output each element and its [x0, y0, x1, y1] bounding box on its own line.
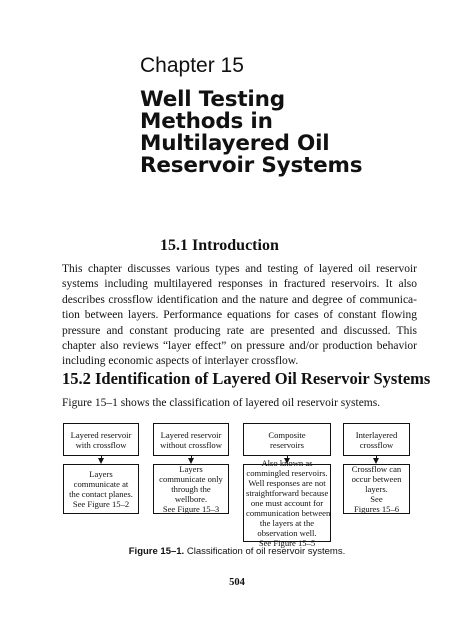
section-heading-introduction: 15.1 Introduction — [160, 237, 279, 254]
box-layered-with-crossflow — [63, 423, 139, 456]
box-text: observation well. — [257, 528, 317, 538]
chapter-label: Chapter 15 — [140, 54, 244, 77]
paragraph-line: systems including multilayered responses in fractured reservoirs. It also — [62, 278, 417, 291]
paragraph-line: This chapter discusses various types and testing of layered oil reservoir — [62, 263, 417, 275]
section-heading-identification: 15.2 Identification of Layered Oil Reservoir Systems — [62, 369, 431, 388]
box-text: one must account for — [250, 498, 324, 508]
box-text: the layers at the — [259, 518, 315, 528]
box-commingled-reservoirs — [243, 458, 331, 548]
box-text: See Figure 15–2 — [72, 499, 130, 509]
box-text: without crossflow — [160, 439, 222, 450]
box-layered-without-crossflow — [153, 423, 229, 456]
paragraph-line: including economic aspects of interlayer crossflow. — [62, 355, 299, 368]
chapter-title-line: Reservoir Systems — [140, 153, 363, 178]
figure-caption — [0, 546, 474, 558]
box-crossflow-between-layers — [343, 464, 410, 514]
box-text: Interlayered — [355, 429, 398, 440]
box-text: Layers — [179, 464, 203, 474]
figure-caption-text: Classification of oil reservoir systems. — [184, 546, 346, 557]
chapter-title-line: Well Testing — [140, 87, 285, 112]
introduction-paragraph — [62, 262, 417, 370]
box-text: Layered reservoir — [160, 429, 222, 440]
box-text: crossflow — [359, 439, 394, 450]
box-text: Also known as — [261, 458, 313, 468]
box-interlayered-crossflow — [343, 423, 410, 456]
paragraph-line: describes crossflow identification and the nature and degree of communica- — [62, 293, 417, 306]
box-text: Well responses are not — [248, 478, 326, 488]
box-text: layers. — [365, 484, 388, 494]
box-text: Layers — [89, 469, 113, 479]
box-text: reservoirs — [270, 439, 304, 450]
box-text: communicate only — [159, 474, 223, 484]
box-text: wellbore. — [174, 494, 208, 504]
box-text: occur between — [351, 474, 402, 484]
box-text: Crossflow can — [351, 464, 402, 474]
box-text: See Figure 15–5 — [258, 538, 316, 548]
chapter-title — [140, 89, 440, 177]
box-text: See — [370, 494, 383, 504]
box-text: with crossflow — [75, 439, 127, 450]
box-layers-communicate-wellbore — [153, 464, 229, 514]
page-number: 504 — [229, 577, 245, 588]
box-text: the contact planes. — [69, 489, 133, 499]
box-text: commingled reservoirs. — [246, 468, 328, 478]
paragraph-line: pressure and constant producing rate are presented and discussed. This — [62, 324, 417, 337]
box-text: communicate at — [73, 479, 129, 489]
box-text: Figures 15–6 — [353, 504, 400, 514]
box-text: through the — [171, 484, 211, 494]
paragraph-line: chapter also reviews “layer effect” on pressure and/or production behavior — [62, 340, 417, 353]
figure-intro-sentence: Figure 15–1 shows the classification of layered oil reservoir systems. — [62, 397, 381, 409]
box-text: Composite — [268, 429, 306, 440]
chapter-title-line: Multilayered Oil — [140, 131, 330, 156]
paragraph-line: tion between layers. Performance equations for cases of constant flowing — [62, 309, 417, 322]
box-text: Layered reservoir — [70, 429, 132, 440]
box-text: communication between — [246, 508, 331, 518]
chapter-title-line: Methods in — [140, 109, 273, 134]
box-text: straightforward because — [246, 488, 329, 498]
box-text: See Figure 15–3 — [162, 504, 220, 514]
figure-caption-label: Figure 15–1. — [128, 546, 185, 557]
box-layers-communicate-contact — [63, 464, 139, 514]
box-composite-reservoirs — [243, 423, 331, 456]
